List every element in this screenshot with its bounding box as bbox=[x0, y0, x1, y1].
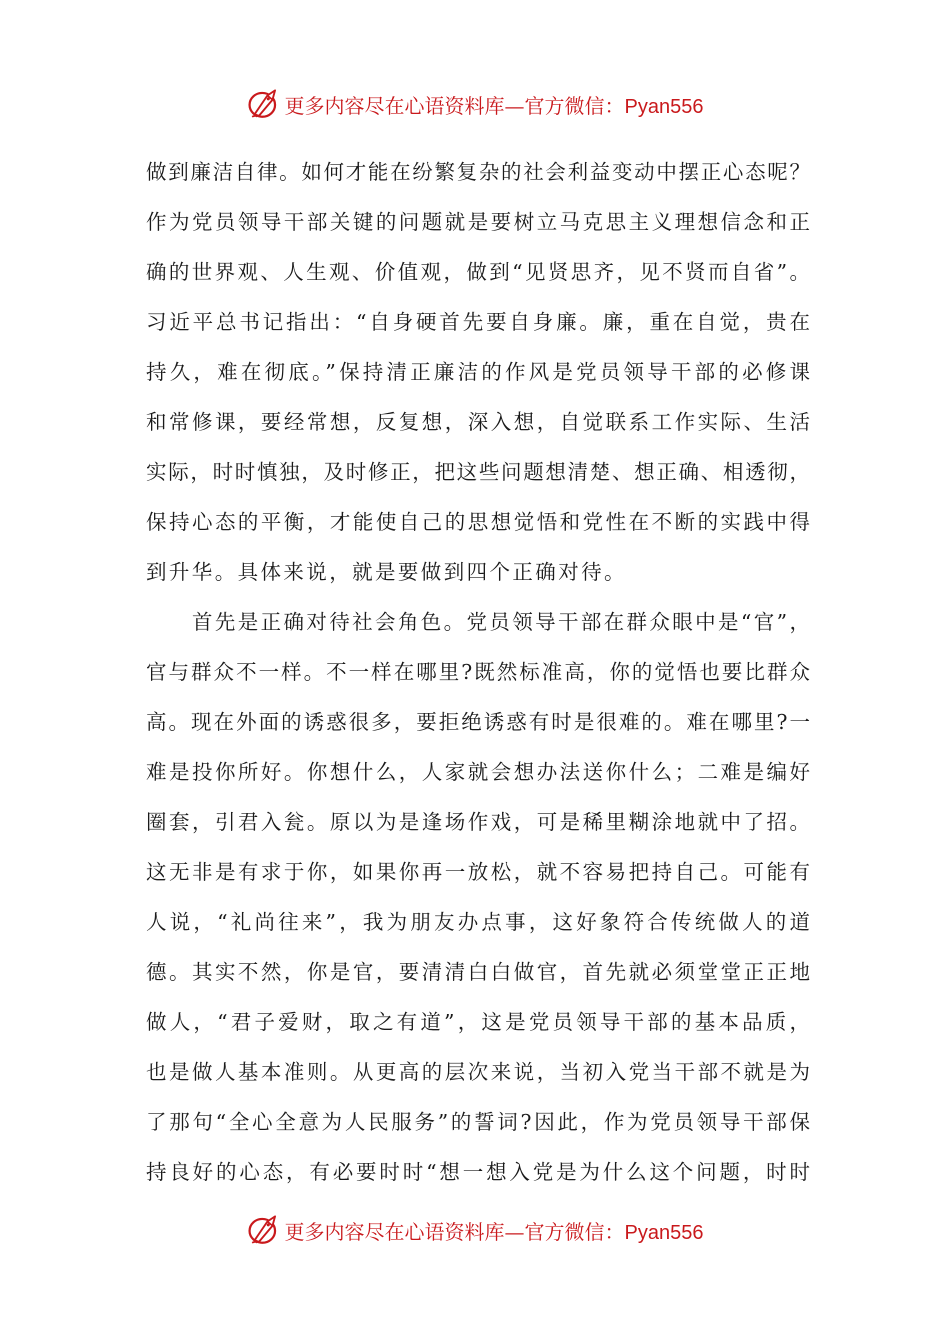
header-banner bbox=[0, 84, 950, 124]
wechat-id: Pyan556 bbox=[624, 1221, 704, 1244]
banner-text: 更多内容尽在心语资料库—官方微信：Pyan556 bbox=[284, 1219, 704, 1244]
text-line: 人说，“礼尚往来”，我为朋友办点事，这好象符合传统做人的道 bbox=[146, 910, 810, 934]
text-line: 做到廉洁自律。如何才能在纷繁复杂的社会利益变动中摆正心态呢？ bbox=[146, 160, 810, 184]
text-line: 高。现在外面的诱惑很多，要拒绝诱惑有时是很难的。难在哪里?一 bbox=[146, 710, 810, 734]
text-line: 圈套，引君入瓮。原以为是逢场作戏，可是稀里糊涂地就中了招。 bbox=[146, 810, 810, 834]
text-line: 也是做人基本准则。从更高的层次来说，当初入党当干部不就是为 bbox=[146, 1060, 810, 1084]
text-line: 实际，时时慎独，及时修正，把这些问题想清楚、想正确、相透彻， bbox=[146, 460, 810, 484]
text-line: 难是投你所好。你想什么，人家就会想办法送你什么；二难是编好 bbox=[146, 760, 810, 784]
text-line: 官与群众不一样。不一样在哪里?既然标准高，你的觉悟也要比群众 bbox=[146, 660, 810, 684]
footer-banner bbox=[0, 1210, 950, 1250]
banner-text: 更多内容尽在心语资料库—官方微信：Pyan556 bbox=[284, 93, 704, 118]
text-line: 保持心态的平衡，才能使自己的思想觉悟和党性在不断的实践中得 bbox=[146, 510, 810, 534]
wechat-id: Pyan556 bbox=[624, 95, 704, 118]
document-body bbox=[146, 147, 810, 1197]
text-line: 确的世界观、人生观、价值观，做到“见贤思齐，见不贤而自省”。 bbox=[146, 260, 810, 284]
text-line: 德。其实不然，你是官，要清清白白做官，首先就必须堂堂正正地 bbox=[146, 960, 810, 984]
text-line: 了那句“全心全意为人民服务”的誓词?因此，作为党员领导干部保 bbox=[146, 1110, 810, 1134]
text-line: 和常修课，要经常想，反复想，深入想，自觉联系工作实际、生活 bbox=[146, 410, 810, 434]
text-line: 到升华。具体来说，就是要做到四个正确对待。 bbox=[146, 560, 627, 584]
pen-nib-icon bbox=[247, 1213, 281, 1247]
text-line: 习近平总书记指出：“自身硬首先要自身廉。廉，重在自觉，贵在 bbox=[146, 310, 810, 334]
text-line: 持良好的心态，有必要时时“想一想入党是为什么这个问题，时时 bbox=[146, 1160, 810, 1184]
paragraph-first-line: 首先是正确对待社会角色。党员领导干部在群众眼中是“官”， bbox=[192, 610, 810, 634]
text-line: 持久，难在彻底。”保持清正廉洁的作风是党员领导干部的必修课 bbox=[146, 360, 810, 384]
pen-nib-icon bbox=[247, 87, 281, 121]
text-line: 作为党员领导干部关键的问题就是要树立马克思主义理想信念和正 bbox=[146, 210, 810, 234]
text-line: 做人，“君子爱财，取之有道”，这是党员领导干部的基本品质， bbox=[146, 1010, 810, 1034]
text-line: 这无非是有求于你，如果你再一放松，就不容易把持自己。可能有 bbox=[146, 860, 810, 884]
